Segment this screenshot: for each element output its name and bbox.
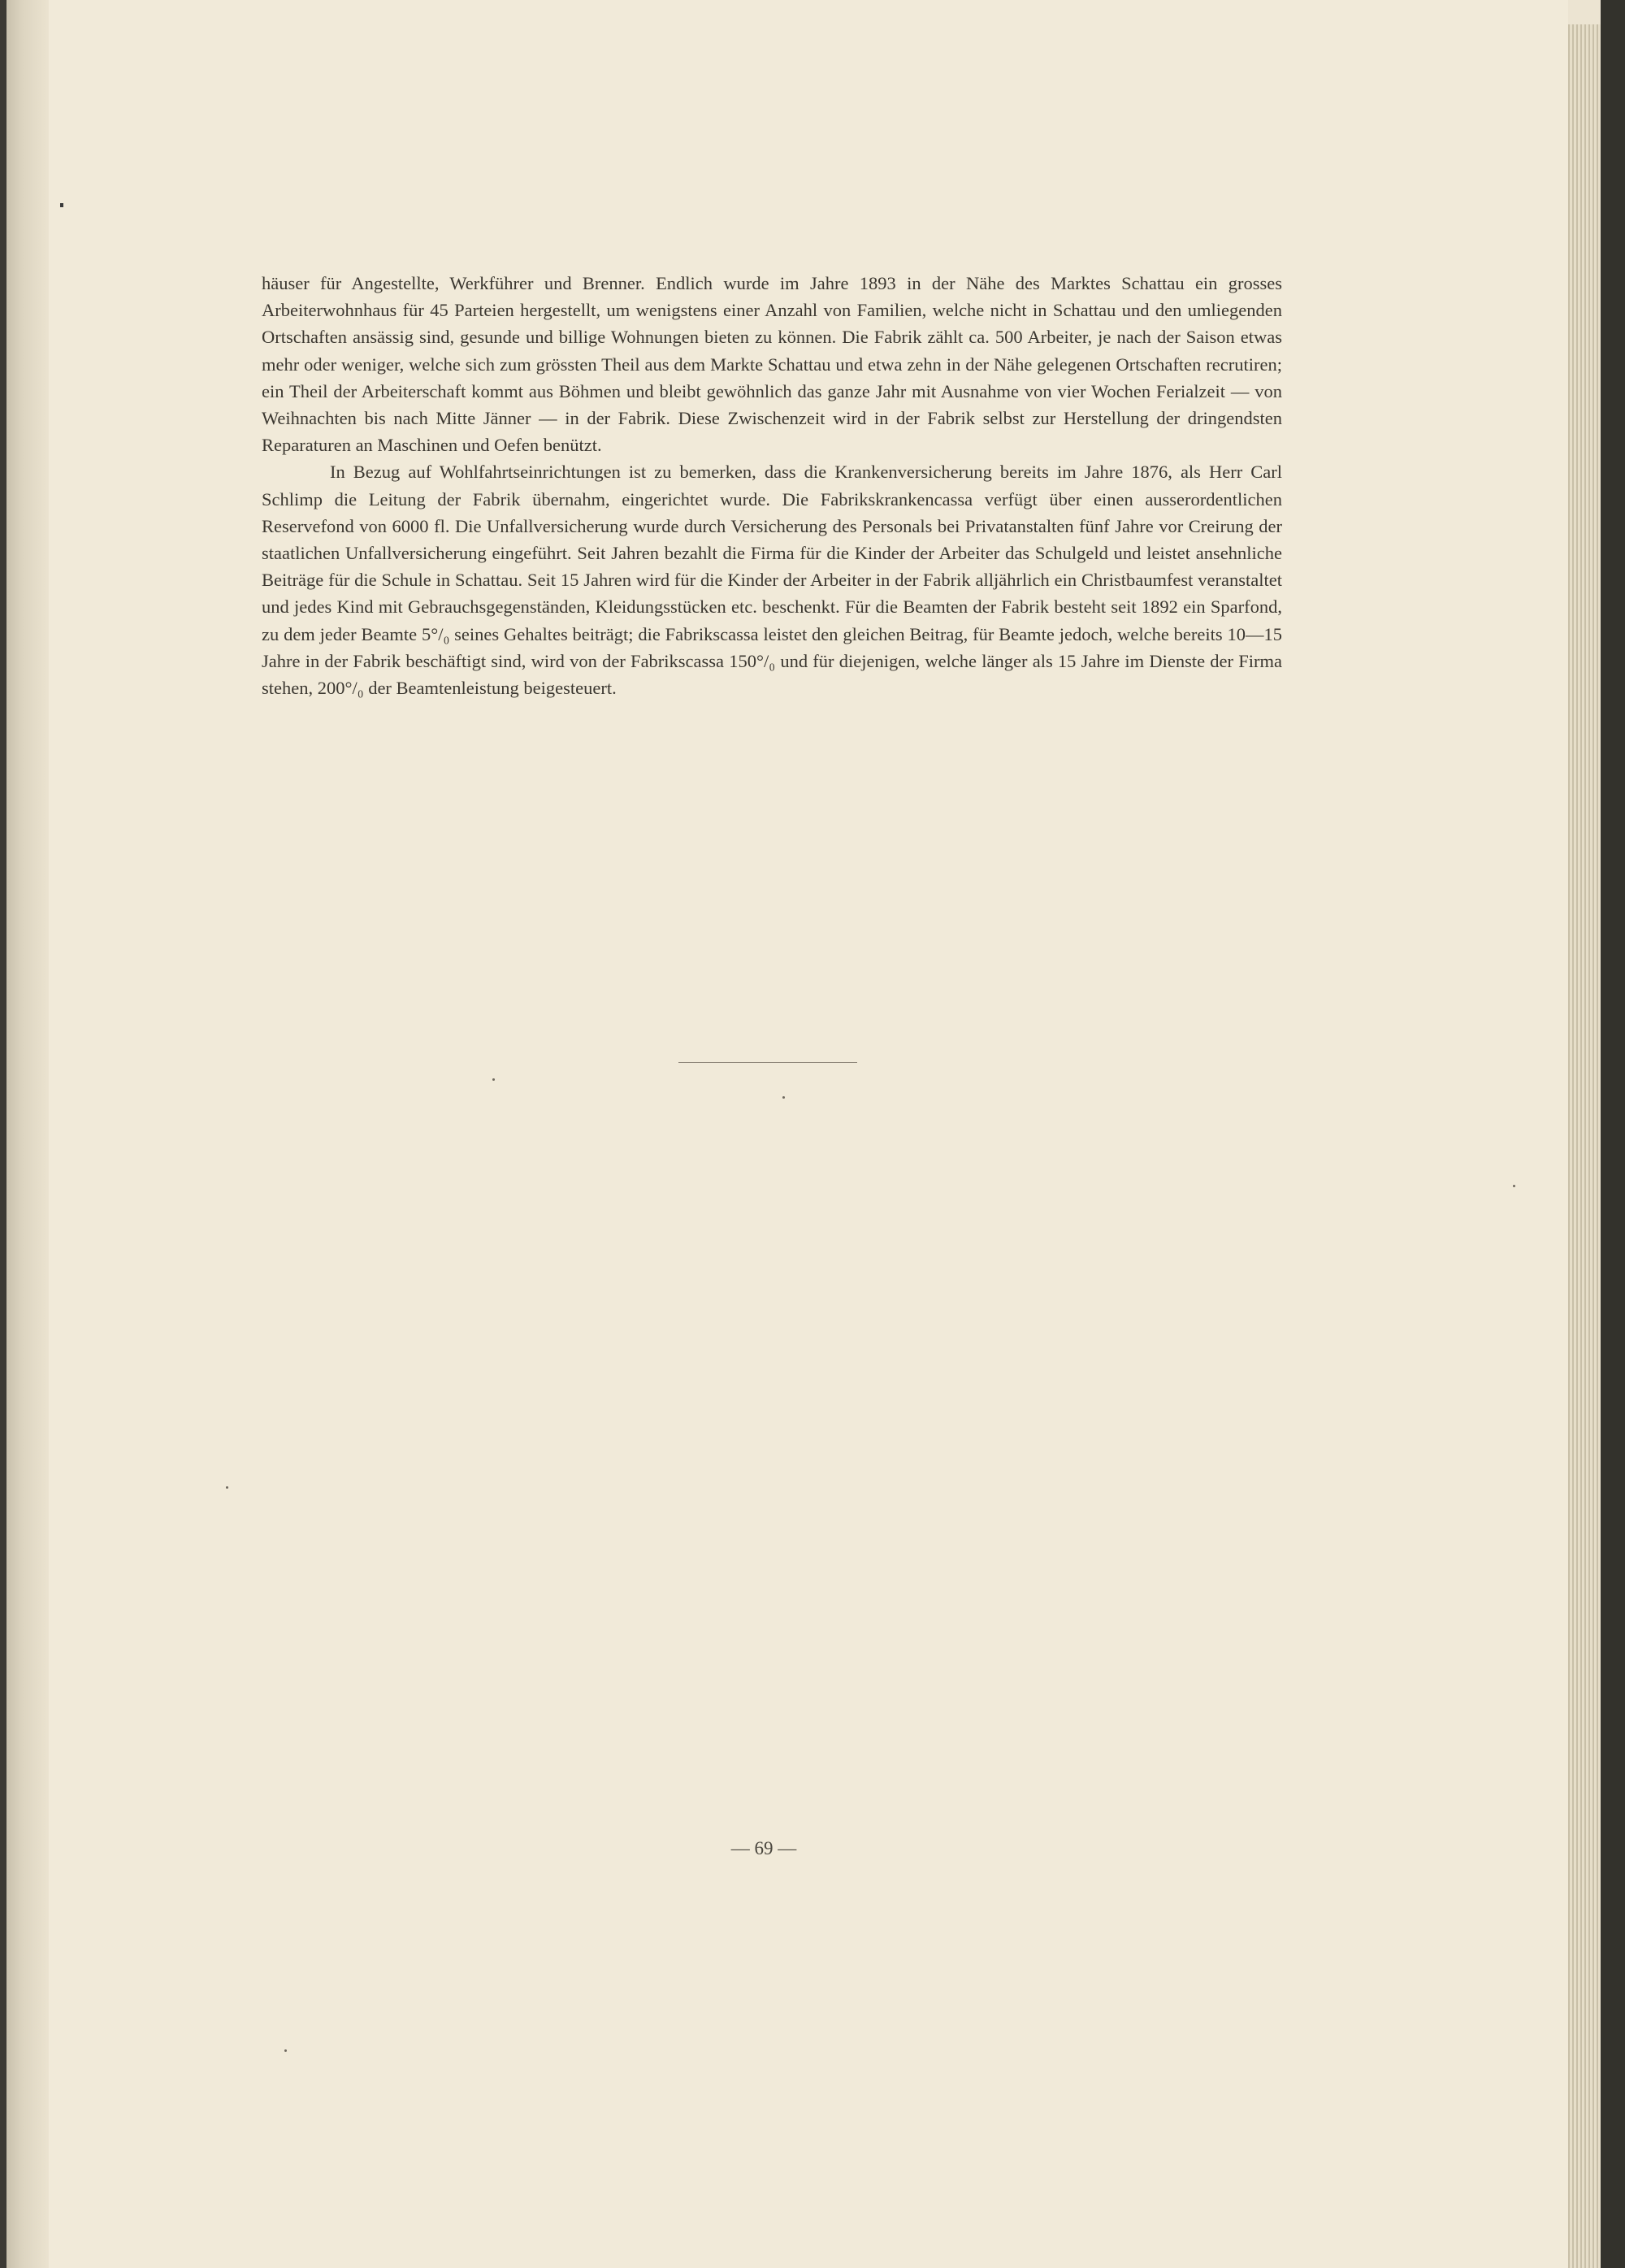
paper-speck (782, 1096, 785, 1099)
paper-speck (226, 1486, 228, 1489)
page-stack-edge (1568, 24, 1601, 2268)
page-binding-shadow (6, 0, 49, 2268)
paragraph-1: häuser für Angestellte, Werkführer und Brenner. Endlich wurde im Jahre 1893 in der Nähe des Marktes Schattau ein grosses Arbeiterwohnhaus für 45 Parteien hergestellt, um wenigstens einer Anzahl von Familien, welche nicht in Schattau und den umliegenden Ortschaften ansässig sind, gesunde und billige Wohnungen bieten zu können. Die Fabrik zählt ca. 500 Arbeiter, je nach der Saison etwas mehr oder weniger, welche sich zum grössten Theil aus dem Markte Schattau und etwa zehn in der Nähe gelegenen Ortschaften recrutiren; ein Theil der Arbeiterschaft kommt aus Böhmen und bleibt gewöhnlich das ganze Jahr mit Ausnahme von vier Wochen Ferialzeit — von Weihnachten bis nach Mitte Jänner — in der Fabrik. Diese Zwischenzeit wird in der Fabrik selbst zur Herstellung der dringendsten Reparaturen an Maschinen und Oefen benützt. (262, 273, 1282, 456)
body-text (262, 270, 1282, 701)
paragraph-2: In Bezug auf Wohlfahrtseinrichtungen ist zu bemerken, dass die Krankenversicherung bereits im Jahre 1876, als Herr Carl Schlimp die Leitung der Fabrik übernahm, eingerichtet wurde. Die Fabrikskrankencassa verfügt über einen ausserordentlichen Reservefond von 6000 fl. Die Unfallversicherung wurde durch Versicherung des Personals bei Privatanstalten fünf Jahre vor Creirung der staatlichen Unfallversicherung eingeführt. Seit Jahren bezahlt die Firma für die Kinder der Arbeiter das Schulgeld und leistet ansehnliche Beiträge für die Schule in Schattau. Seit 15 Jahren wird für die Kinder der Arbeiter in der Fabrik alljährlich ein Christbaumfest veranstaltet und jedes Kind mit Gebrauchsgegenständen, Kleidungsstücken etc. beschenkt. Für die Beamten der Fabrik besteht seit 1892 ein Sparfond, zu dem jeder Beamte 5°/₀ seines Gehaltes beiträgt; die Fabrikscassa leistet den gleichen Beitrag, für Beamte jedoch, welche bereits 10—15 Jahre in der Fabrik beschäftigt sind, wird von der Fabrikscassa 150°/₀ und für diejenigen, welche länger als 15 Jahre im Dienste der Firma stehen, 200°/₀ der Beamtenleistung beigesteuert. (262, 462, 1282, 699)
page-number: — 69 — (730, 1838, 797, 1858)
section-divider (678, 1062, 857, 1063)
paper-speck (1513, 1185, 1515, 1187)
scan-left-edge (0, 0, 6, 2268)
scan-right-edge (1601, 0, 1625, 2268)
paper-speck (284, 2049, 287, 2052)
binding-mark (60, 203, 63, 207)
paper-speck (492, 1078, 495, 1081)
